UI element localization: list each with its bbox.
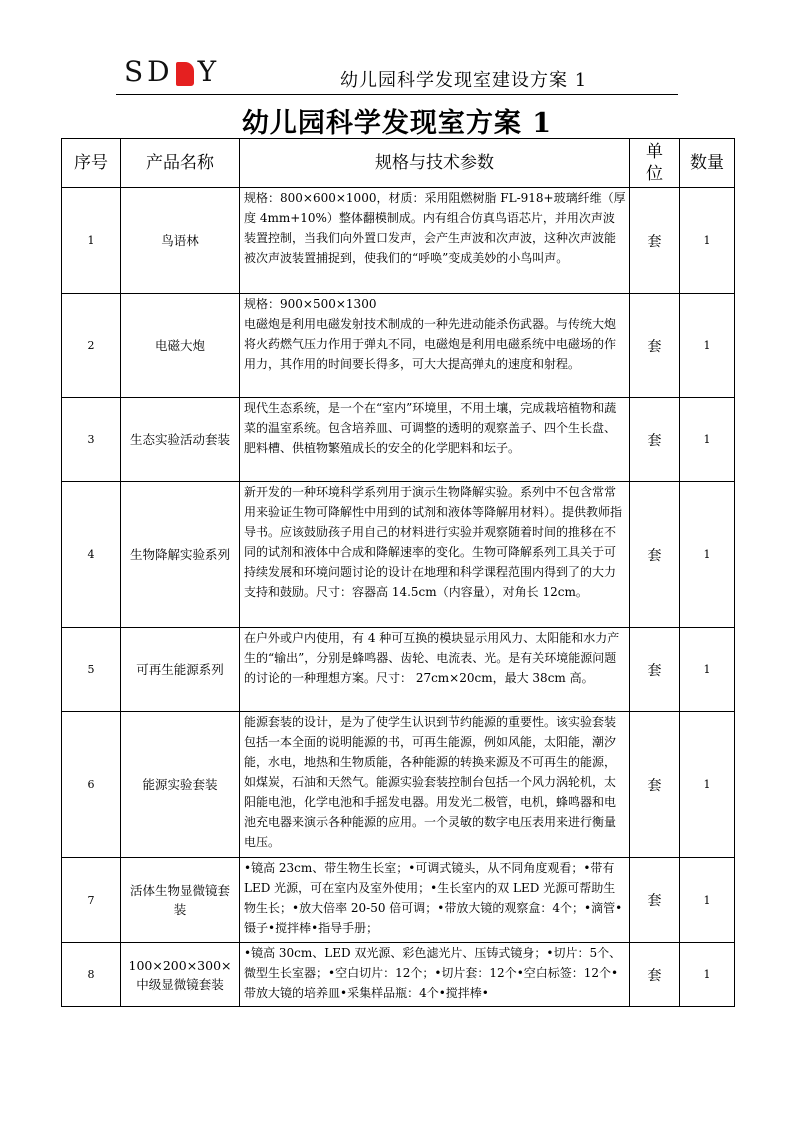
row-number: 5: [62, 628, 121, 712]
product-unit: 套: [630, 712, 680, 858]
row-number: 6: [62, 712, 121, 858]
logo-text-left: SD: [124, 55, 174, 88]
product-unit: 套: [630, 294, 680, 398]
product-name: 鸟语林: [121, 188, 240, 294]
product-spec: 规格：800×600×1000，材质：采用阻燃树脂 FL-918+玻璃纤维（厚度 4mm+10%）整体翻模制成。内有组合仿真鸟语芯片，并用次声波装置控制，当我们向外置口发声，会产生声波和次声波，这种次声波能被次声波装置捕捉到，使我们的“呼唤”变成美妙的小鸟叫声。: [240, 188, 630, 294]
row-number: 1: [62, 188, 121, 294]
product-unit: 套: [630, 188, 680, 294]
product-table: [61, 138, 735, 1007]
table-row: [62, 628, 735, 712]
product-name: 可再生能源系列: [121, 628, 240, 712]
product-unit: 套: [630, 858, 680, 943]
table-row: [62, 294, 735, 398]
product-name: 活体生物显微镜套装: [121, 858, 240, 943]
company-logo: [124, 56, 220, 88]
column-header-unit: 单 位: [630, 139, 680, 188]
table-row: [62, 712, 735, 858]
row-number: 8: [62, 943, 121, 1007]
product-quantity: 1: [680, 398, 735, 482]
product-unit: 套: [630, 482, 680, 628]
product-spec: 新开发的一种环境科学系列用于演示生物降解实验。系列中不包含常常用来验证生物可降解性中用到的试剂和液体等降解用材料）。提供教师指导书。应该鼓励孩子用自己的材料进行实验并观察随着时间的推移在不同的试剂和液体中合成和降解速率的变化。生物可降解系列工具关于可持续发展和环境问题讨论的设计在地理和科学课程范围内得到了的大力支持和鼓励。尺寸：容器高 14.5cm（内容量），对角长 12cm。: [240, 482, 630, 628]
product-quantity: 1: [680, 628, 735, 712]
product-spec: 能源套装的设计，是为了使学生认识到节约能源的重要性。该实验套装包括一本全面的说明能源的书，可再生能源，例如风能，太阳能，潮汐能，水电，地热和生物质能，各种能源的转换来源及不可再生的能源，如煤炭，石油和天然气。能源实验套装控制台包括一个风力涡轮机，太阳能电池，化学电池和手摇发电器。用发光二极管，电机，蜂鸣器和电池充电器来演示各种能源的应用。一个灵敏的数字电压表用来进行衡量电压。: [240, 712, 630, 858]
row-number: 2: [62, 294, 121, 398]
table-row: [62, 188, 735, 294]
column-header-number: 序号: [62, 139, 121, 188]
table-row: [62, 943, 735, 1007]
row-number: 4: [62, 482, 121, 628]
table-header-row: [62, 139, 735, 188]
column-header-spec: 规格与技术参数: [240, 139, 630, 188]
product-unit: 套: [630, 943, 680, 1007]
product-spec: 现代生态系统，是一个在“室内”环境里，不用土壤，完成栽培植物和蔬菜的温室系统。包含培养皿、可调整的透明的观察盖子、四个生长盘、肥料槽、供植物繁殖成长的安全的化学肥料和坛子。: [240, 398, 630, 482]
header-title: 幼儿园科学发现室建设方案 1: [340, 70, 588, 91]
table-row: [62, 858, 735, 943]
product-quantity: 1: [680, 188, 735, 294]
table-row: [62, 398, 735, 482]
product-name: 100×200×300×中级显微镜套装: [121, 943, 240, 1007]
table-row: [62, 482, 735, 628]
column-header-quantity: 数量: [680, 139, 735, 188]
product-spec: •镜高 30cm、LED 双光源、彩色滤光片、压铸式镜身；•切片：5个、微型生长室器；•空白切片：12个；•切片套：12个•空白标签：12个•带放大镜的培养皿•采集样品瓶：4个•搅拌棒•: [240, 943, 630, 1007]
product-quantity: 1: [680, 858, 735, 943]
product-name: 电磁大炮: [121, 294, 240, 398]
document-title: 幼儿园科学发现室方案 1: [241, 108, 553, 139]
product-unit: 套: [630, 398, 680, 482]
product-quantity: 1: [680, 482, 735, 628]
product-quantity: 1: [680, 294, 735, 398]
row-number: 3: [62, 398, 121, 482]
product-unit: 套: [630, 628, 680, 712]
product-quantity: 1: [680, 712, 735, 858]
header-divider: [116, 94, 678, 95]
row-number: 7: [62, 858, 121, 943]
column-header-product-name: 产品名称: [121, 139, 240, 188]
product-spec: •镜高 23cm、带生物生长室；•可调式镜头，从不同角度观看；•带有 LED 光源，可在室内及室外使用；•生长室内的双 LED 光源可帮助生物生长；•放大倍率 20-50 倍可调；•带放大镜的观察盒：4个；•滴管•镊子•搅拌棒•指导手册；: [240, 858, 630, 943]
logo-text-right: Y: [197, 55, 221, 88]
product-spec: 在户外或户内使用，有 4 种可互换的模块显示用风力、太阳能和水力产生的“输出”，分别是蜂鸣器、齿轮、电流表、光。是有关环境能源问题的讨论的一种理想方案。尺寸： 27cm×20cm，最大 38cm 高。: [240, 628, 630, 712]
product-name: 生物降解实验系列: [121, 482, 240, 628]
logo-mark-icon: [176, 62, 194, 86]
product-name: 生态实验活动套装: [121, 398, 240, 482]
product-quantity: 1: [680, 943, 735, 1007]
product-name: 能源实验套装: [121, 712, 240, 858]
product-spec: 规格：900×500×1300 电磁炮是利用电磁发射技术制成的一种先进动能杀伤武器。与传统大炮将火药燃气压力作用于弹丸不同，电磁炮是利用电磁系统中电磁场的作用力，其作用的时间要长得多，可大大提高弹丸的速度和射程。: [240, 294, 630, 398]
